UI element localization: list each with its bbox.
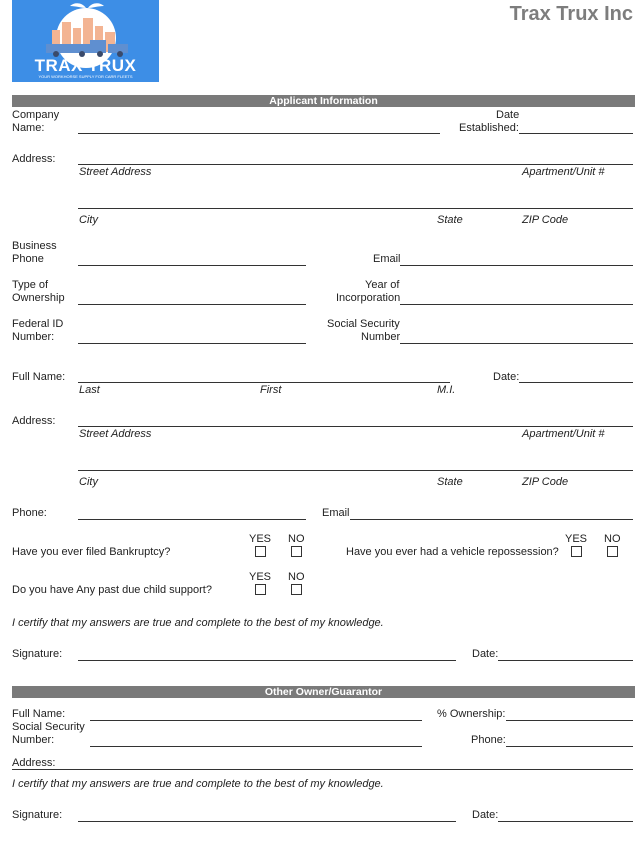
signature-field[interactable] [78,660,456,661]
certify-statement: I certify that my answers are true and complete to the best of my knowledge. [12,617,384,629]
signature-date-field[interactable] [498,660,633,661]
owner-phone-field[interactable] [506,746,633,747]
ssn-label-1: Social Security [327,318,400,330]
street-address-caption: Street Address [79,166,152,178]
section-header-applicant: Applicant Information [12,95,635,107]
date-field[interactable] [519,382,633,383]
city-state-zip-field-2[interactable] [78,470,633,471]
child-support-question: Do you have Any past due child support? [12,584,212,596]
repossession-no-checkbox[interactable] [607,546,618,557]
owner-address-label: Address: [12,757,56,769]
child-support-no-checkbox[interactable] [291,584,302,595]
date-established-label-2: Established: [459,122,519,134]
street-address-field-2[interactable] [78,426,633,427]
owner-signature-field[interactable] [78,821,456,822]
federal-id-field[interactable] [78,343,306,344]
signature-date-label: Date: [472,648,499,660]
state-caption: State [437,214,463,226]
ssn-label-2: Number [361,331,401,343]
bankruptcy-yes-label: YES [249,533,272,545]
zip-caption-2: ZIP Code [522,476,569,488]
mi-caption: M.I. [437,384,456,396]
owner-certify-statement: I certify that my answers are true and complete to the best of my knowledge. [12,778,384,790]
state-caption-2: State [437,476,463,488]
child-support-yes-checkbox[interactable] [255,584,266,595]
city-caption: City [79,214,98,226]
company-name-field[interactable] [78,133,440,134]
address-label: Address: [12,153,56,165]
owner-ownership-label: % Ownership: [437,708,506,720]
bankruptcy-question: Have you ever filed Bankruptcy? [12,546,171,558]
apartment-unit-caption: Apartment/Unit # [522,166,605,178]
email-field[interactable] [400,265,633,266]
business-phone-field[interactable] [78,265,306,266]
logo-tagline: YOUR WORKHORSE SUPPLY FOR CARR FLEETS [38,74,133,79]
trax-trux-logo [12,0,159,82]
phone-field[interactable] [78,519,306,520]
city-caption-2: City [79,476,98,488]
owner-ssn-label-2: Number: [12,734,55,746]
ssn-field[interactable] [400,343,633,344]
section-header-owner: Other Owner/Guarantor [12,686,635,698]
type-ownership-field[interactable] [78,304,306,305]
email-label: Email [373,253,401,265]
repossession-no-label: NO [604,533,621,545]
repossession-yes-label: YES [565,533,588,545]
bankruptcy-no-label: NO [288,533,305,545]
company-name-label-2: Name: [12,122,45,134]
full-name-label: Full Name: [12,371,66,383]
email-label-2: Email [322,507,350,519]
email-field-2[interactable] [350,519,633,520]
date-established-field[interactable] [519,133,633,134]
owner-ssn-label-1: Social Security [12,721,85,733]
company-name-label-1: Company [12,109,60,121]
apartment-unit-caption-2: Apartment/Unit # [522,428,605,440]
owner-ownership-field[interactable] [506,720,633,721]
zip-caption: ZIP Code [522,214,569,226]
street-address-caption-2: Street Address [79,428,152,440]
signature-label: Signature: [12,648,63,660]
owner-address-field[interactable] [12,769,633,770]
federal-id-label-1: Federal ID [12,318,64,330]
repossession-question: Have you ever had a vehicle repossession? [346,546,559,558]
owner-phone-label: Phone: [471,734,506,746]
business-phone-label-2: Phone [12,253,44,265]
owner-signature-date-label: Date: [472,809,499,821]
year-incorporation-label-2: Incorporation [336,292,401,304]
year-incorporation-field[interactable] [400,304,633,305]
owner-ssn-field[interactable] [90,746,422,747]
logo-brand-text: TRAX TRUX [34,56,137,75]
address-label-2: Address: [12,415,56,427]
child-support-no-label: NO [288,571,305,583]
date-label: Date: [493,371,520,383]
owner-full-name-field[interactable] [90,720,422,721]
street-address-field[interactable] [78,164,633,165]
child-support-yes-label: YES [249,571,272,583]
date-established-label-1: Date [496,109,520,121]
business-phone-label-1: Business [12,240,57,252]
city-state-zip-field[interactable] [78,208,633,209]
phone-label: Phone: [12,507,47,519]
full-name-field[interactable] [78,382,450,383]
repossession-yes-checkbox[interactable] [571,546,582,557]
year-incorporation-label-1: Year of [365,279,400,291]
federal-id-label-2: Number: [12,331,55,343]
owner-full-name-label: Full Name: [12,708,66,720]
first-caption: First [260,384,282,396]
bankruptcy-yes-checkbox[interactable] [255,546,266,557]
company-title: Trax Trux Inc [509,3,633,25]
type-ownership-label-2: Ownership [12,292,65,304]
last-caption: Last [79,384,100,396]
owner-signature-label: Signature: [12,809,63,821]
owner-signature-date-field[interactable] [498,821,633,822]
bankruptcy-no-checkbox[interactable] [291,546,302,557]
type-ownership-label-1: Type of [12,279,49,291]
